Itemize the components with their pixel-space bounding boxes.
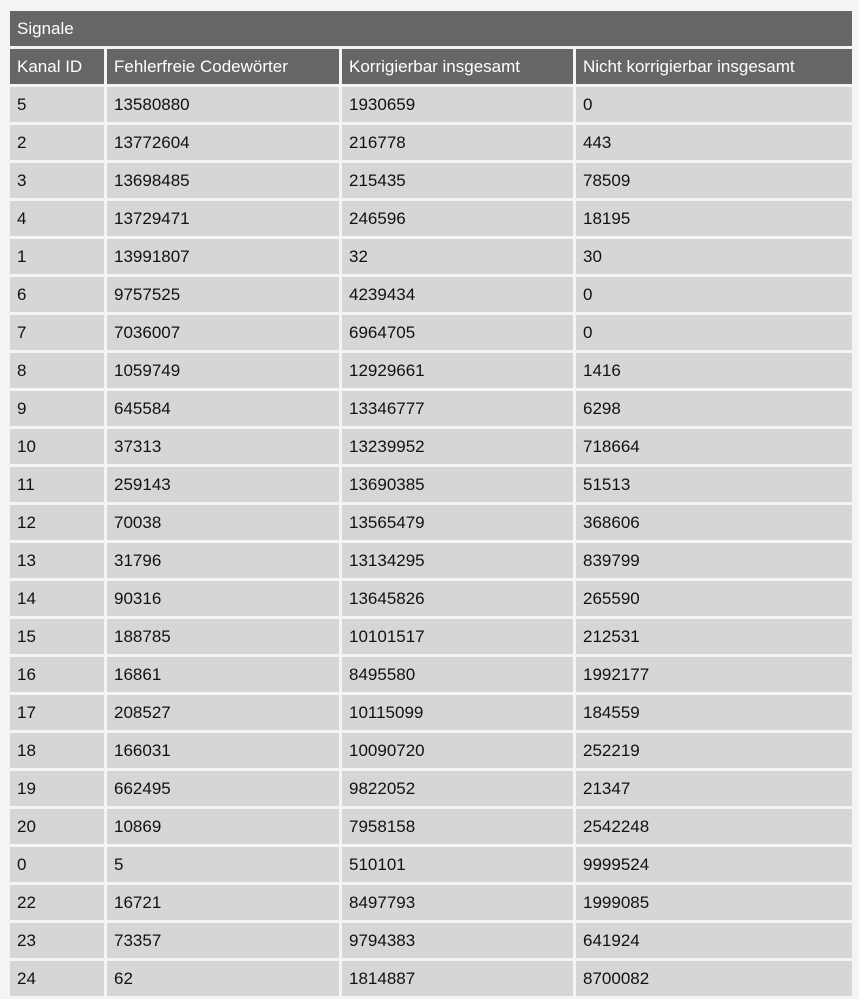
table-row [10,315,852,350]
kanal-id-cell: 9 [10,391,104,426]
table-row [10,543,852,578]
korrigierbar-cell: 10115099 [342,695,573,730]
korrigierbar-cell: 7958158 [342,809,573,844]
nicht-korrigierbar-cell: 265590 [576,581,852,616]
nicht-korrigierbar-cell: 21347 [576,771,852,806]
table-row [10,619,852,654]
table-row [10,581,852,616]
fehlerfreie-cell: 166031 [107,733,339,768]
kanal-id-cell: 22 [10,885,104,920]
table-row [10,505,852,540]
korrigierbar-cell: 32 [342,239,573,274]
fehlerfreie-cell: 13580880 [107,87,339,122]
table-row [10,277,852,312]
fehlerfreie-cell: 16861 [107,657,339,692]
nicht-korrigierbar-cell: 8700082 [576,961,852,996]
column-header-kanal-id: Kanal ID [10,49,104,84]
kanal-id-cell: 0 [10,847,104,882]
korrigierbar-cell: 215435 [342,163,573,198]
nicht-korrigierbar-cell: 9999524 [576,847,852,882]
fehlerfreie-cell: 16721 [107,885,339,920]
fehlerfreie-cell: 1059749 [107,353,339,388]
korrigierbar-cell: 13565479 [342,505,573,540]
korrigierbar-cell: 10090720 [342,733,573,768]
table-row [10,961,852,996]
korrigierbar-cell: 9822052 [342,771,573,806]
nicht-korrigierbar-cell: 78509 [576,163,852,198]
fehlerfreie-cell: 662495 [107,771,339,806]
kanal-id-cell: 6 [10,277,104,312]
table-row [10,87,852,122]
table-row [10,923,852,958]
signal-table [7,8,855,999]
table-row [10,201,852,236]
korrigierbar-cell: 13239952 [342,429,573,464]
nicht-korrigierbar-cell: 368606 [576,505,852,540]
korrigierbar-cell: 246596 [342,201,573,236]
korrigierbar-cell: 13346777 [342,391,573,426]
nicht-korrigierbar-cell: 18195 [576,201,852,236]
fehlerfreie-cell: 73357 [107,923,339,958]
column-header-fehlerfreie-codewoerter: Fehlerfreie Codewörter [107,49,339,84]
nicht-korrigierbar-cell: 839799 [576,543,852,578]
table-row [10,353,852,388]
table-row [10,733,852,768]
kanal-id-cell: 2 [10,125,104,160]
table-row [10,239,852,274]
column-header-korrigierbar: Korrigierbar insgesamt [342,49,573,84]
column-header-nicht-korrigierbar: Nicht korrigierbar insgesamt [576,49,852,84]
korrigierbar-cell: 12929661 [342,353,573,388]
kanal-id-cell: 1 [10,239,104,274]
fehlerfreie-cell: 13698485 [107,163,339,198]
korrigierbar-cell: 510101 [342,847,573,882]
nicht-korrigierbar-cell: 443 [576,125,852,160]
korrigierbar-cell: 216778 [342,125,573,160]
nicht-korrigierbar-cell: 252219 [576,733,852,768]
table-row [10,809,852,844]
korrigierbar-cell: 10101517 [342,619,573,654]
kanal-id-cell: 12 [10,505,104,540]
table-row [10,429,852,464]
korrigierbar-cell: 13134295 [342,543,573,578]
fehlerfreie-cell: 5 [107,847,339,882]
kanal-id-cell: 19 [10,771,104,806]
fehlerfreie-cell: 10869 [107,809,339,844]
table-row [10,391,852,426]
fehlerfreie-cell: 259143 [107,467,339,502]
table-row [10,163,852,198]
nicht-korrigierbar-cell: 1999085 [576,885,852,920]
kanal-id-cell: 13 [10,543,104,578]
fehlerfreie-cell: 7036007 [107,315,339,350]
korrigierbar-cell: 4239434 [342,277,573,312]
kanal-id-cell: 3 [10,163,104,198]
table-title: Signale [10,11,852,46]
fehlerfreie-cell: 62 [107,961,339,996]
table-body [10,87,852,996]
table-row [10,847,852,882]
kanal-id-cell: 18 [10,733,104,768]
kanal-id-cell: 10 [10,429,104,464]
nicht-korrigierbar-cell: 51513 [576,467,852,502]
table-row [10,657,852,692]
fehlerfreie-cell: 90316 [107,581,339,616]
korrigierbar-cell: 6964705 [342,315,573,350]
table-row [10,771,852,806]
table-row [10,467,852,502]
fehlerfreie-cell: 31796 [107,543,339,578]
header-row [10,49,852,84]
kanal-id-cell: 24 [10,961,104,996]
nicht-korrigierbar-cell: 0 [576,315,852,350]
nicht-korrigierbar-cell: 184559 [576,695,852,730]
kanal-id-cell: 20 [10,809,104,844]
nicht-korrigierbar-cell: 212531 [576,619,852,654]
nicht-korrigierbar-cell: 6298 [576,391,852,426]
korrigierbar-cell: 8497793 [342,885,573,920]
kanal-id-cell: 7 [10,315,104,350]
kanal-id-cell: 11 [10,467,104,502]
kanal-id-cell: 17 [10,695,104,730]
nicht-korrigierbar-cell: 641924 [576,923,852,958]
fehlerfreie-cell: 37313 [107,429,339,464]
nicht-korrigierbar-cell: 718664 [576,429,852,464]
table-row [10,885,852,920]
korrigierbar-cell: 8495580 [342,657,573,692]
nicht-korrigierbar-cell: 0 [576,87,852,122]
fehlerfreie-cell: 13729471 [107,201,339,236]
nicht-korrigierbar-cell: 30 [576,239,852,274]
signal-panel [10,11,849,999]
fehlerfreie-cell: 13772604 [107,125,339,160]
fehlerfreie-cell: 70038 [107,505,339,540]
korrigierbar-cell: 13690385 [342,467,573,502]
kanal-id-cell: 14 [10,581,104,616]
fehlerfreie-cell: 13991807 [107,239,339,274]
fehlerfreie-cell: 645584 [107,391,339,426]
nicht-korrigierbar-cell: 1416 [576,353,852,388]
kanal-id-cell: 4 [10,201,104,236]
table-row [10,695,852,730]
fehlerfreie-cell: 208527 [107,695,339,730]
nicht-korrigierbar-cell: 1992177 [576,657,852,692]
kanal-id-cell: 16 [10,657,104,692]
nicht-korrigierbar-cell: 0 [576,277,852,312]
kanal-id-cell: 5 [10,87,104,122]
korrigierbar-cell: 1930659 [342,87,573,122]
table-row [10,125,852,160]
kanal-id-cell: 8 [10,353,104,388]
korrigierbar-cell: 1814887 [342,961,573,996]
korrigierbar-cell: 9794383 [342,923,573,958]
fehlerfreie-cell: 188785 [107,619,339,654]
kanal-id-cell: 23 [10,923,104,958]
nicht-korrigierbar-cell: 2542248 [576,809,852,844]
kanal-id-cell: 15 [10,619,104,654]
fehlerfreie-cell: 9757525 [107,277,339,312]
korrigierbar-cell: 13645826 [342,581,573,616]
